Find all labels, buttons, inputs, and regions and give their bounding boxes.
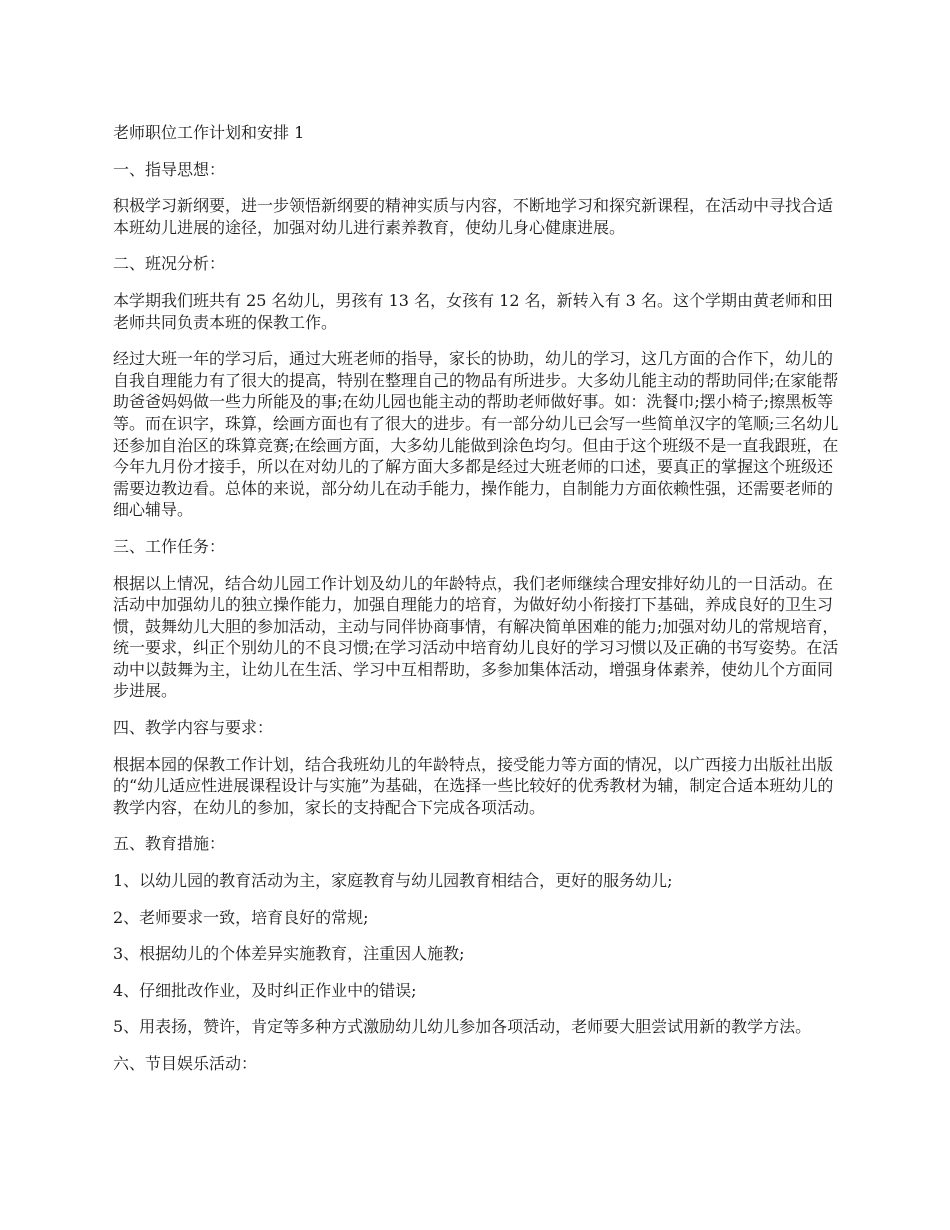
section-heading-entertainment: 六、节目娱乐活动： <box>113 1054 258 1073</box>
section-heading-class-analysis: 二、班况分析： <box>113 254 226 274</box>
document-title: 老师职位工作计划和安排 1 <box>113 123 305 142</box>
section-heading-work-tasks: 三、工作任务： <box>113 536 226 556</box>
list-item: 4、仔细批改作业，及时纠正作业中的错误; <box>113 980 417 1000</box>
paragraph-class-overview: 本学期我们班共有 25 名幼儿，男孩有 13 名，女孩有 12 名，新转入有 3 名。这个学期由黄老师和田老师共同负责本班的保教工作。 <box>113 290 833 332</box>
list-item: 2、老师要求一致，培育良好的常规; <box>113 907 369 927</box>
paragraph-teaching-content: 根据本园的保教工作计划，结合我班幼儿的年龄特点，接受能力等方面的情况，以广西接力出版社出版的“幼儿适应性进展课程设计与实施”为基础，在选择一些比较好的优秀教材为辅，制定合适本班幼儿的教学内容，在幼儿的参加，家长的支持配合下完成各项活动。 <box>113 754 834 817</box>
section-heading-teaching-content: 四、教学内容与要求： <box>113 718 274 738</box>
document-page <box>113 122 839 1090</box>
list-item: 5、用表扬，赞许，肯定等多种方式激励幼儿幼儿参加各项活动，老师要大胆尝试用新的教学方法。 <box>113 1017 812 1037</box>
paragraph-class-progress: 经过大班一年的学习后，通过大班老师的指导，家长的协助，幼儿的学习，这几方面的合作下，幼儿的自我自理能力有了很大的提高，特别在整理自己的物品有所进步。大多幼儿能主动的帮助同伴;在家能帮助爸爸妈妈做一些力所能及的事;在幼儿园也能主动的帮助老师做好事。如：洗餐巾;摆小椅子;擦黑板等等。而在识字，珠算，绘画方面也有了很大的进步。有一部分幼儿已会写一些简单汉字的笔顺;三名幼儿还参加自治区的珠算竞赛;在绘画方面，大多幼儿能做到涂色均匀。但由于这个班级不是一直我跟班，在今年九月份才接手，所以在对幼儿的了解方面大多都是经过大班老师的口述，要真正的掌握这个班级还需要边教边看。总体的来说，部分幼儿在动手能力，操作能力，自制能力方面依赖性强，还需要老师的细心辅导。 <box>113 349 839 520</box>
paragraph-guiding-thought: 积极学习新纲要，进一步领悟新纲要的精神实质与内容，不断地学习和探究新课程，在活动中寻找合适本班幼儿进展的途径，加强对幼儿进行素养教育，使幼儿身心健康进展。 <box>113 196 834 237</box>
section-heading-guiding-thought: 一、指导思想： <box>113 159 226 179</box>
section-heading-education-measures: 五、教育措施： <box>113 834 226 854</box>
paragraph-work-tasks: 根据以上情况，结合幼儿园工作计划及幼儿的年龄特点，我们老师继续合理安排好幼儿的一日活动。在活动中加强幼儿的独立操作能力，加强自理能力的培育，为做好幼小衔接打下基础，养成良好的卫生习惯，鼓舞幼儿大胆的参加活动，主动与同伴协商事情，有解决简单困难的能力;加强对幼儿的常规培育，统一要求，纠正个别幼儿的不良习惯;在学习活动中培育幼儿良好的学习习惯以及正确的书写姿势。在活动中以鼓舞为主，让幼儿在生活、学习中互相帮助，多参加集体活动，增强身体素养，使幼儿个方面同步进展。 <box>113 573 839 701</box>
list-item: 1、以幼儿园的教育活动为主，家庭教育与幼儿园教育相结合，更好的服务幼儿; <box>113 871 673 891</box>
list-item: 3、根据幼儿的个体差异实施教育，注重因人施教; <box>113 944 465 964</box>
